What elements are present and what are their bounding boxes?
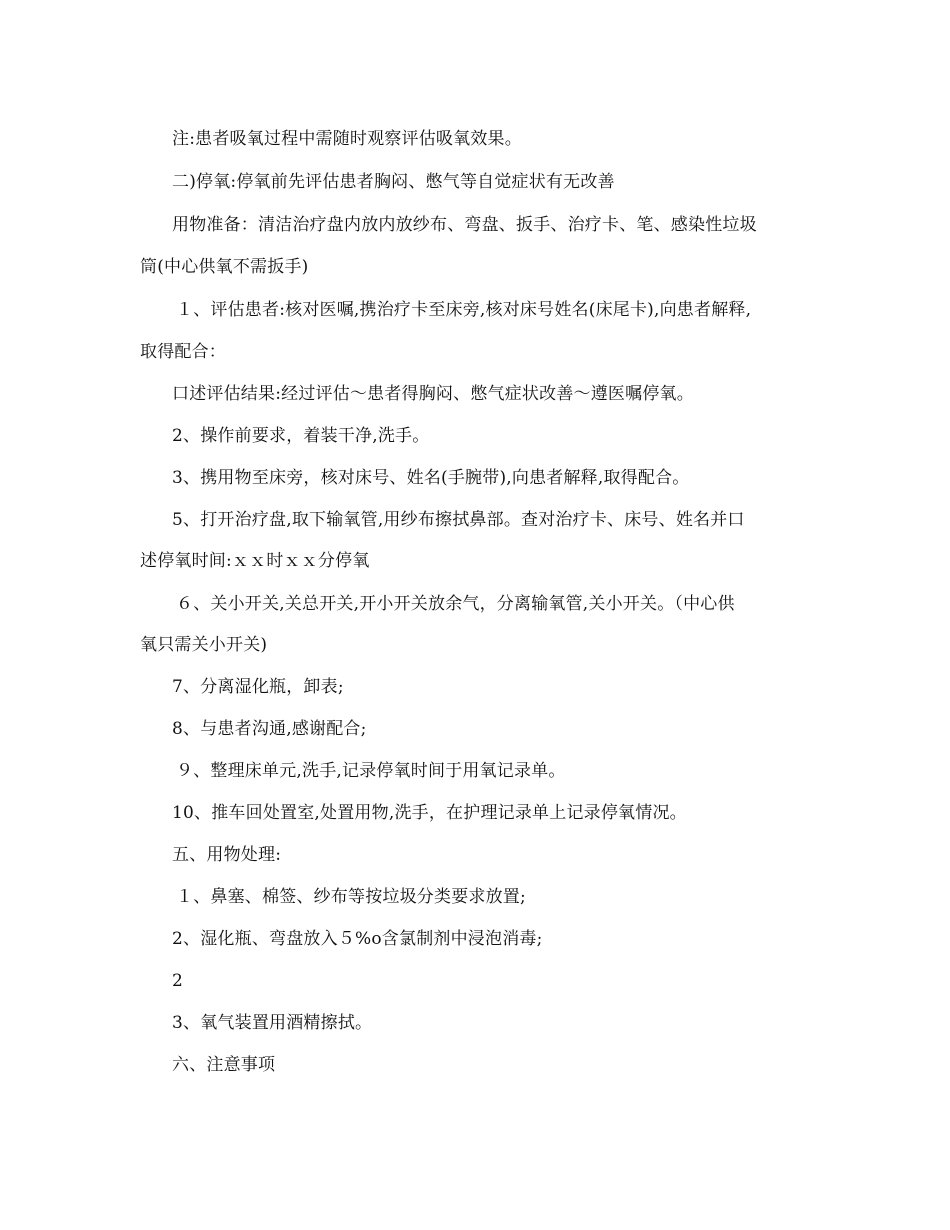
section-stop-oxygen: 二)停氧:停氧前先评估患者胸闷、憋气等自觉症状有无改善 xyxy=(172,172,615,192)
step-1-line: １、评估患者:核对医嘱,携治疗卡至床旁,核对床号姓名(床尾卡),向患者解释, xyxy=(176,300,752,320)
step-8-line: 8、与患者沟通,感谢配合; xyxy=(172,719,367,739)
supplies-line: 用物准备：清洁治疗盘内放内放纱布、弯盘、扳手、治疗卡、笔、感染性垃圾 xyxy=(172,215,757,235)
step-5-line-cont: 述停氧时间:ｘｘ时ｘｘ分停氧 xyxy=(140,551,370,571)
step-5-line: 5、打开治疗盘,取下输氧管,用纱布擦拭鼻部。查对治疗卡、床号、姓名并口 xyxy=(172,510,745,530)
step-9-line: ９、整理床单元,洗手,记录停氧时间于用氧记录单。 xyxy=(176,761,566,781)
section-6-heading: 六、注意事项 xyxy=(172,1055,276,1075)
step-6-line-cont: 氧只需关小开关) xyxy=(140,635,268,655)
oral-assessment-line: 口述评估结果:经过评估～患者得胸闷、憋气症状改善～遵医嘱停氧。 xyxy=(172,384,694,404)
page-number: 2 xyxy=(172,971,184,991)
step-1-line-cont: 取得配合： xyxy=(140,342,226,362)
disposal-2-line: 2、湿化瓶、弯盘放入５%o含氯制剂中浸泡消毒; xyxy=(172,929,543,949)
supplies-line-cont: 筒(中心供氧不需扳手) xyxy=(140,257,309,277)
step-7-line: 7、分离湿化瓶，卸表; xyxy=(172,677,344,697)
step-6-line: ６、关小开关,关总开关,开小开关放余气，分离输氧管,关小开关。（中心供 xyxy=(176,594,735,614)
section-5-heading: 五、用物处理: xyxy=(172,845,282,865)
step-10-line: 10、推车回处置室,处置用物,洗手，在护理记录单上记录停氧情况。 xyxy=(172,803,687,823)
step-2-line: 2、操作前要求，着装干净,洗手。 xyxy=(172,426,430,446)
disposal-3-line: 3、氧气装置用酒精擦拭。 xyxy=(172,1013,373,1033)
disposal-1-line: １、鼻塞、棉签、纱布等按垃圾分类要求放置; xyxy=(176,887,526,907)
step-3-line: 3、携用物至床旁，核对床号、姓名(手腕带),向患者解释,取得配合。 xyxy=(172,468,690,488)
note-line: 注:患者吸氧过程中需随时观察评估吸氧效果。 xyxy=(172,129,522,149)
